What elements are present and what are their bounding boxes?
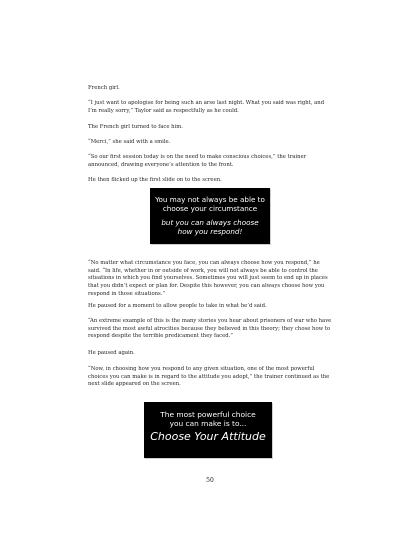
paragraph: French girl.	[88, 85, 120, 92]
page-number: 50	[206, 477, 214, 484]
paragraph: “Now, in choosing how you respond to any given situation, one of the most powerful choices you can make is in regard to the attitude you adopt,” the trainer continued as the next slide appeared on the screen.	[88, 366, 330, 388]
slide-text-line: choose your circumstance	[162, 204, 258, 213]
slide-heading: Choose Your Attitude	[150, 430, 266, 443]
slide-image-choose-response	[150, 188, 270, 244]
slide-text-line: but you can always choose	[161, 218, 259, 227]
slide-image-choose-attitude	[144, 402, 272, 458]
paragraph: “Merci,” she said with a smile.	[88, 139, 171, 146]
paragraph: The French girl turned to face him.	[88, 124, 183, 131]
paragraph: “An extreme example of this is the many stories you hear about prisoners of war who have survived the most awful atrocities because they believed in this theory; they chose how to respond despite the terrible predicament they faced.”	[88, 318, 332, 340]
slide-text-line: you can make is to...	[169, 419, 247, 428]
paragraph: He then flicked up the first slide on to the screen.	[88, 177, 222, 184]
paragraph: “I just want to apologise for being such an arse last night. What you said was right, and I’m really sorry,” Taylor said as respectfully as he could.	[88, 100, 325, 114]
paragraph: He paused again.	[88, 350, 135, 357]
slide-text-line: The most powerful choice	[160, 410, 256, 419]
paragraph: “No matter what circumstance you face, you can always choose how you respond,” he said. “In life, whether in or outside of work, you will not always be able to control the situations in which you find yourselves. Sometimes you will just seem to end up in places that you didn’t expect or plan for. Despite this however, you can always choose how you respond in those situations.”	[88, 260, 328, 297]
slide-text-line: You may not always be able to	[155, 195, 265, 204]
paragraph: “So our first session today is on the need to make conscious choices,” the trainer announced, drawing everyone’s attention to the front.	[88, 154, 307, 168]
paragraph: He paused for a moment to allow people to take in what he’d said.	[88, 303, 267, 310]
slide-text-line: how you respond!	[177, 227, 243, 236]
